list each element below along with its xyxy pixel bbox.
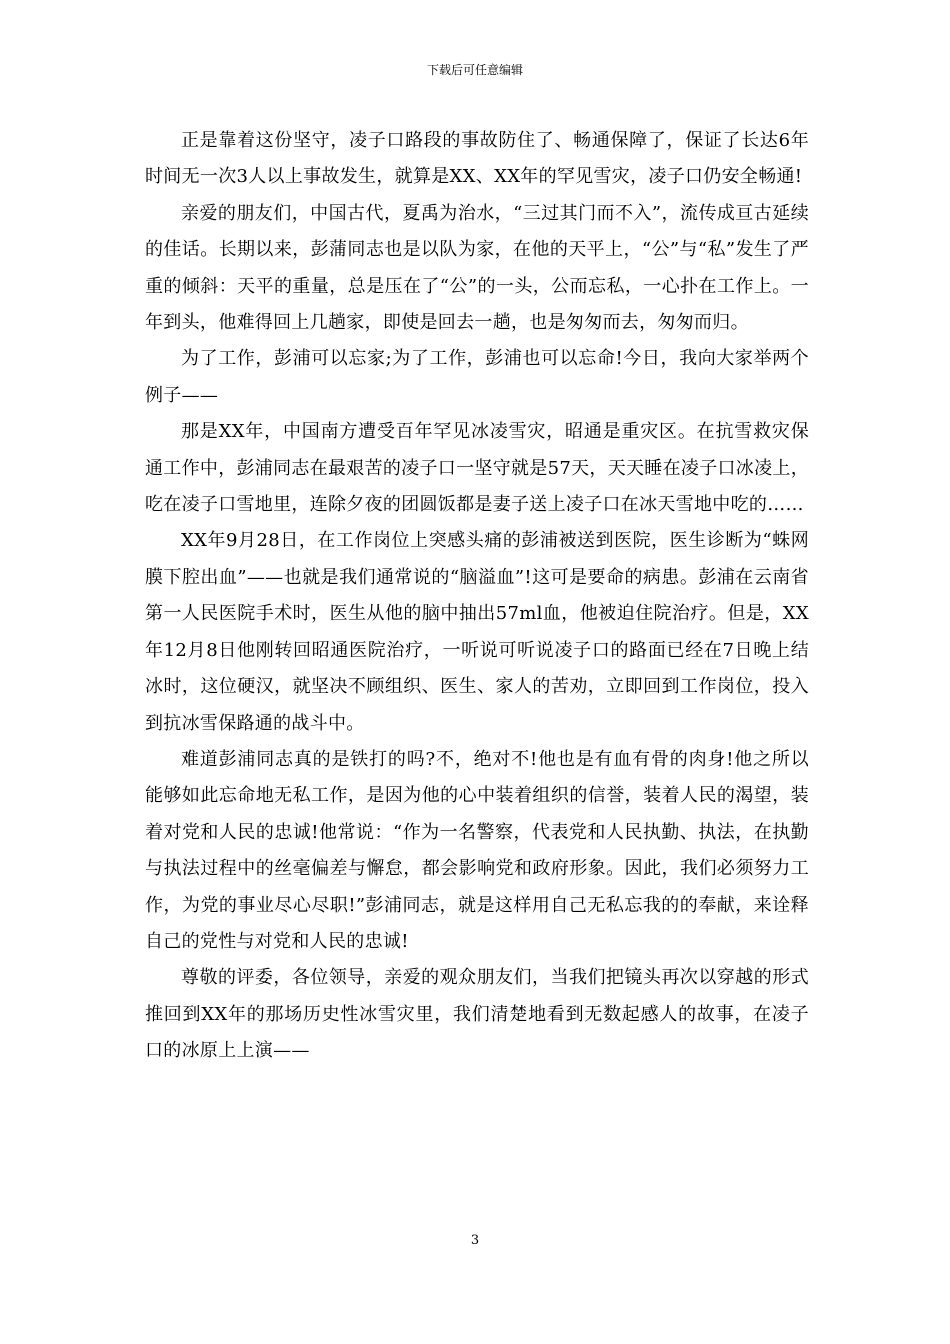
paragraph: 那是XX年，中国南方遭受百年罕见冰凌雪灾，昭通是重灾区。在抗雪救灾保通工作中，彭浦同志在最艰苦的凌子口一坚守就是57天，天天睡在凌子口冰凌上，吃在凌子口雪地里，连除夕夜的团圆饭都是妻子送上凌子口在冰天雪地中吃的…… — [145, 421, 810, 516]
paragraph: XX年9月28日，在工作岗位上突感头痛的彭浦被送到医院，医生诊断为“蛛网膜下腔出血”——也就是我们通常说的“脑溢血”!这可是要命的病患。彭浦在云南省第一人民医院手术时，医生从他的脑中抽出57ml血，他被迫住院治疗。但是，XX年12月8日他刚转回昭通医院治疗，一听说可听说凌子口的路面已经在7日晚上结冰时，这位硬汉，就坚决不顾组织、医生、家人的苦劝，立即回到工作岗位，投入到抗冰雪保路通的战斗中。 — [145, 530, 809, 734]
paragraph: 尊敬的评委，各位领导，亲爱的观众朋友们，当我们把镜头再次以穿越的形式推回到XX年的那场历史性冰雪灾里，我们清楚地看到无数起感人的故事，在凌子口的冰原上上演—— — [145, 967, 809, 1062]
paragraph: 正是靠着这份坚守，凌子口路段的事故防住了、畅通保障了，保证了长达6年时间无一次3人以上事故发生，就算是XX、XX年的罕见雪灾，凌子口仍安全畅通! — [145, 130, 809, 188]
header-note: 下载后可任意编辑 — [426, 63, 523, 77]
paragraph: 难道彭浦同志真的是铁打的吗?不，绝对不!他也是有血有骨的肉身!他之所以能够如此忘命地无私工作，是因为他的心中装着组织的信誉，装着人民的渴望，装着对党和人民的忠诚!他常说：“作为一名警察，代表党和人民执勤、执法，在执勤与执法过程中的丝毫偏差与懈怠，都会影响党和政府形象。因此，我们必须努力工作，为党的事业尽心尽职!”彭浦同志，就是这样用自己无私忘我的的奉献，来诠释自己的党性与对党和人民的忠诚! — [145, 748, 809, 952]
paragraph: 亲爱的朋友们，中国古代，夏禹为治水，“三过其门而不入”，流传成亘古延续的佳话。长期以来，彭蒲同志也是以队为家，在他的天平上，“公”与“私”发生了严重的倾斜：天平的重量，总是压在了“公”的一头，公而忘私，一心扑在工作上。一年到头，他难得回上几趟家，即使是回去一趟，也是匆匆而去，匆匆而归。 — [145, 202, 809, 334]
page-number: 3 — [470, 1233, 480, 1248]
document-body — [145, 123, 809, 1070]
paragraph: 为了工作，彭浦可以忘家;为了工作，彭浦也可以忘命!今日，我向大家举两个例子—— — [145, 348, 809, 406]
